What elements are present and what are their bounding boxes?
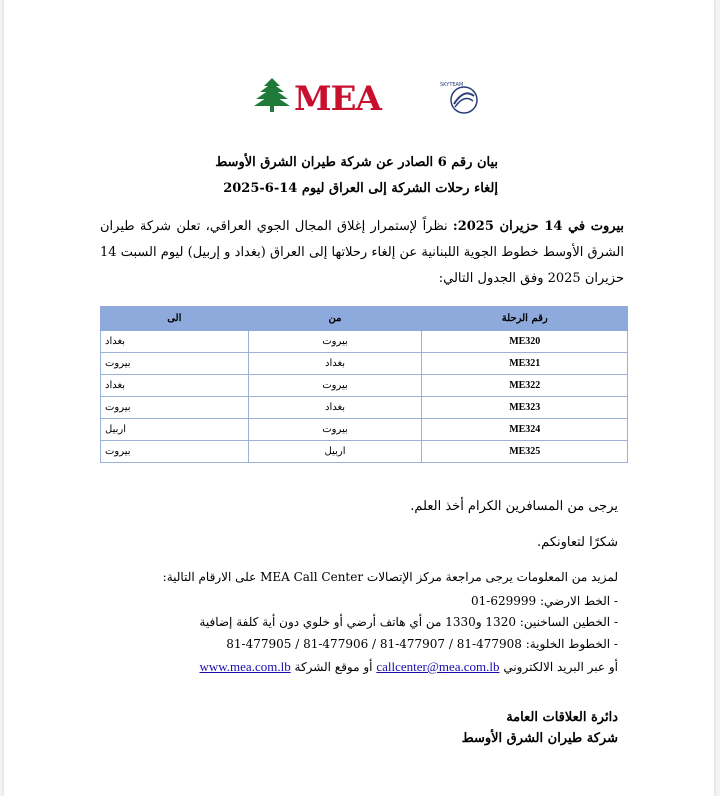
- thanks-text: شكرًا لتعاونكم.: [537, 535, 618, 550]
- mobile-lines-text: - الخطوط الخلوية: 477908-81 / 477907-81 / 477906-81 / 477905-81: [226, 637, 618, 651]
- flight-number: ME325: [422, 441, 628, 463]
- flight-from: بغداد: [248, 397, 422, 419]
- header-flight-number: رقم الرحلة: [422, 307, 628, 331]
- flight-number: ME320: [422, 331, 628, 353]
- flight-to: بيروت: [101, 441, 249, 463]
- hotlines-text: - الخطين الساخنين: 1320 و1330 من أي هاتف أرضي أو خلوي دون أية كلفة إضافية: [199, 615, 618, 629]
- website-prefix: أو موقع الشركة: [294, 660, 373, 674]
- landline-text: - الخط الارضي: 629999-01: [471, 594, 618, 608]
- flight-number: ME321: [422, 353, 628, 375]
- flight-number: ME322: [422, 375, 628, 397]
- table-row: [101, 353, 628, 375]
- passenger-notice: يرجى من المسافرين الكرام أخذ العلم.: [410, 499, 618, 514]
- intro-text: نظراً لإستمرار إغلاق المجال الجوي العراقي، تعلن شركة طيران الشرق الأوسط خطوط الجوية اللبنانية عن إلغاء رحلاتها إلى العراق (بغداد و إربيل) ليوم السبت 14 حزيران 2025 وفق الجدول التالي:: [100, 219, 624, 286]
- table-row: [101, 375, 628, 397]
- flight-from: اربيل: [248, 441, 422, 463]
- cedar-icon: [254, 78, 290, 112]
- skyteam-icon: [440, 82, 477, 113]
- table-row: [101, 419, 628, 441]
- table-row: [101, 397, 628, 419]
- header-from: من: [248, 307, 422, 331]
- flight-from: بيروت: [248, 331, 422, 353]
- company-name: شركة طيران الشرق الأوسط: [461, 731, 618, 746]
- flight-number: ME323: [422, 397, 628, 419]
- flights-table: [100, 306, 628, 463]
- intro-paragraph: [100, 214, 624, 292]
- flight-to: بيروت: [101, 353, 249, 375]
- website-link[interactable]: www.mea.com.lb: [199, 659, 291, 674]
- flight-to: بغداد: [101, 375, 249, 397]
- flight-from: بيروت: [248, 375, 422, 397]
- contact-links-line: [199, 659, 618, 675]
- document-page: [4, 0, 714, 796]
- table-row: [101, 331, 628, 353]
- statement-subtitle: إلغاء رحلات الشركة إلى العراق ليوم 14-6-2025: [223, 181, 498, 196]
- logo-text: MEA: [294, 79, 381, 118]
- flight-to: بغداد: [101, 331, 249, 353]
- flight-from: بغداد: [248, 353, 422, 375]
- email-prefix: أو عبر البريد الالكتروني: [503, 660, 618, 674]
- email-link[interactable]: callcenter@mea.com.lb: [376, 659, 500, 674]
- department-name: دائرة العلاقات العامة: [506, 710, 618, 725]
- mea-logo: [252, 74, 482, 118]
- header-to: الى: [101, 307, 249, 331]
- flight-to: اربيل: [101, 419, 249, 441]
- statement-title: بيان رقم 6 الصادر عن شركة طيران الشرق الأوسط: [215, 155, 498, 170]
- intro-lead: بيروت في 14 حزيران 2025:: [452, 219, 624, 234]
- flight-from: بيروت: [248, 419, 422, 441]
- flight-number: ME324: [422, 419, 628, 441]
- svg-text:SKYTEAM: SKYTEAM: [440, 82, 464, 88]
- table-header-row: [101, 307, 628, 331]
- table-row: [101, 441, 628, 463]
- flight-to: بيروت: [101, 397, 249, 419]
- info-text: لمزيد من المعلومات يرجى مراجعة مركز الإتصالات MEA Call Center على الارقام التالية:: [162, 570, 618, 584]
